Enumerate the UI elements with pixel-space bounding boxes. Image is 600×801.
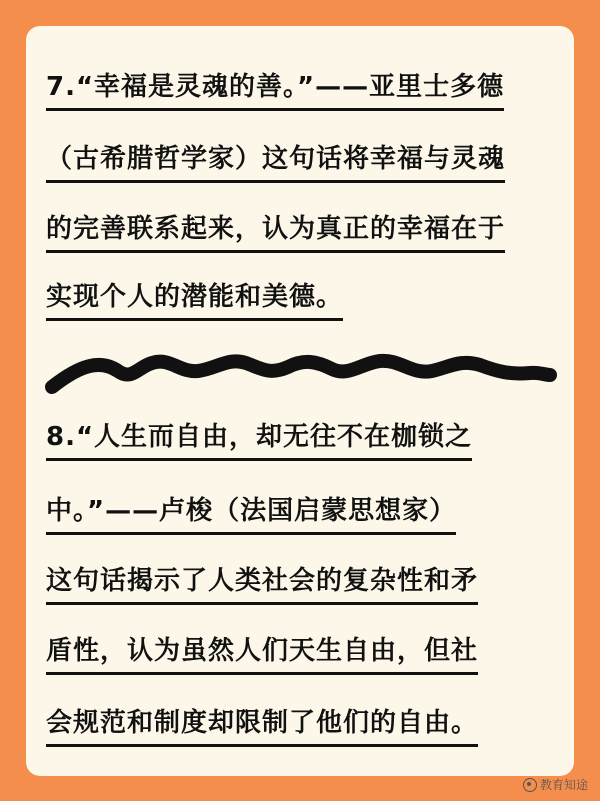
quote-8-line-3: 这句话揭示了人类社会的复杂性和矛 [46,566,478,605]
watermark-logo-icon [523,778,537,792]
quote-8-line-5: 会规范和制度却限制了他们的自由。 [46,708,478,747]
quote-7-line-2: （古希腊哲学家）这句话将幸福与灵魂 [46,144,505,183]
quote-7-line-1: 7.“幸福是灵魂的善。”——亚里士多德 [46,72,504,111]
quote-7-line-4: 实现个人的潜能和美德。 [46,282,343,321]
watermark [523,776,588,793]
quote-8-line-1: 8.“人生而自由，却无往不在枷锁之 [46,422,472,461]
quote-8-line-2: 中。”——卢梭（法国启蒙思想家） [46,496,456,535]
quote-8-line-4: 盾性，认为虽然人们天生自由，但社 [46,636,478,675]
quote-7-line-3: 的完善联系起来，认为真正的幸福在于 [46,214,505,253]
watermark-text: 教育知途 [539,778,588,792]
squiggle-divider [40,345,560,405]
